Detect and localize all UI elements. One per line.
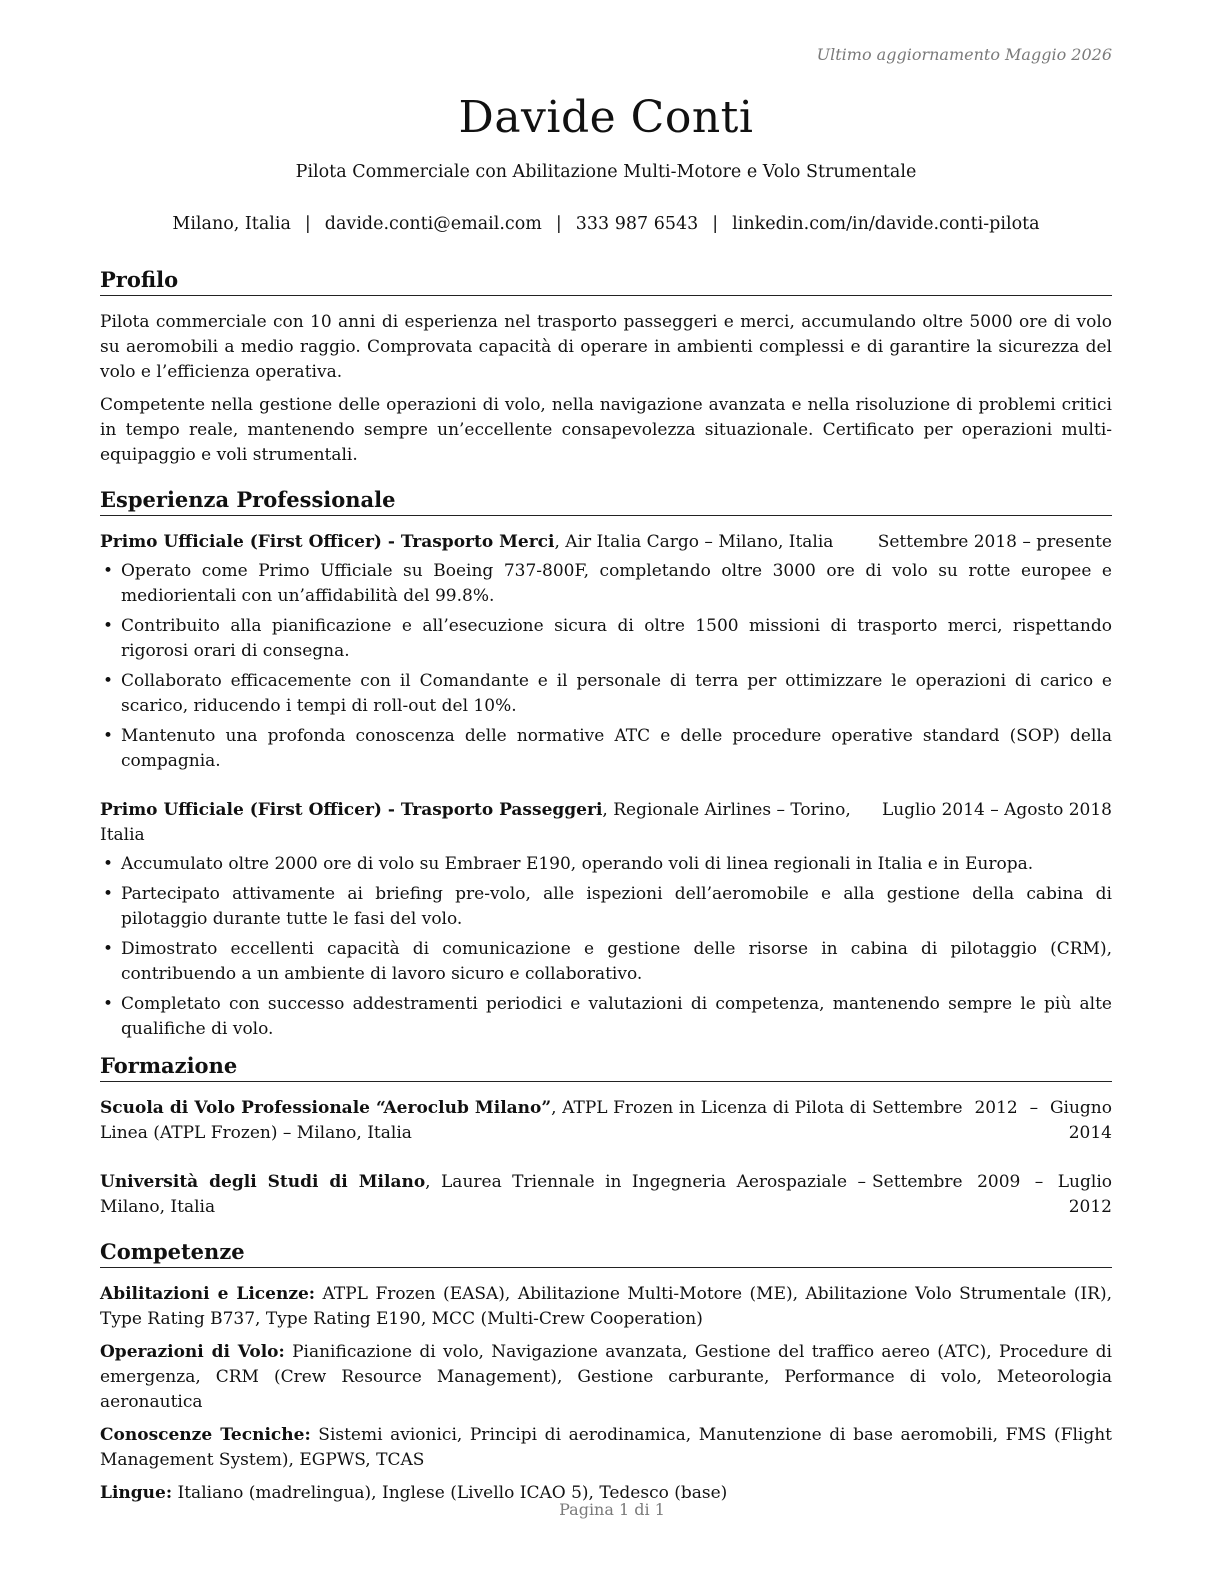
section-title-profile: Profilo bbox=[100, 266, 1112, 296]
education-detail: , ATPL Frozen in Licenza di Pilota di Linea (ATPL Frozen) – Milano, Italia bbox=[100, 1098, 867, 1143]
job-dates: Luglio 2014 – Agosto 2018 bbox=[881, 800, 1112, 820]
skill-text: Italiano (madrelingua), Inglese (Livello ICAO 5), Tedesco (base) bbox=[172, 1483, 728, 1503]
education-dates bbox=[866, 1096, 1112, 1146]
headline: Pilota Commerciale con Abilitazione Multi-Motore e Volo Strumentale bbox=[295, 162, 917, 182]
candidate-name: Davide Conti bbox=[458, 92, 754, 143]
skill-label: Lingue: bbox=[100, 1483, 173, 1503]
contact-linkedin[interactable]: linkedin.com/in/davide.conti-pilota bbox=[732, 214, 1040, 234]
job-header bbox=[100, 530, 1112, 555]
contact-separator: | bbox=[712, 214, 719, 234]
contact-separator: | bbox=[555, 214, 562, 234]
skill-row bbox=[100, 1423, 1112, 1473]
skill-label: Abilitazioni e Licenze: bbox=[100, 1284, 316, 1304]
skill-label: Conoscenze Tecniche: bbox=[100, 1425, 311, 1445]
job-bullet: • Dimostrato eccellenti capacità di comunicazione e gestione delle risorse in cabina di pilotaggio (CRM), contribuendo a un ambiente di lavoro sicuro e collaborativo. bbox=[100, 937, 1112, 987]
job-role: Primo Ufficiale (First Officer) - Trasporto Merci bbox=[100, 532, 555, 552]
skill-text: Pianificazione di volo, Navigazione avanzata, Gestione del traffico aereo (ATC), Procedure di emergenza, CRM (Crew Resource Management), Gestione carburante, Performance di volo, Meteorologia aeronautica bbox=[100, 1342, 1112, 1412]
experience-section bbox=[100, 486, 1112, 1042]
skill-row bbox=[100, 1340, 1112, 1415]
job-bullets bbox=[100, 852, 1112, 1042]
section-title-skills: Competenze bbox=[100, 1238, 1112, 1268]
contact-line bbox=[100, 212, 1112, 236]
education-section bbox=[100, 1052, 1112, 1220]
job-entry bbox=[100, 530, 1112, 774]
job-bullet: • Completato con successo addestramenti periodici e valutazioni di competenza, mantenendo sempre le più alte qualifiche di volo. bbox=[100, 992, 1112, 1042]
profile-paragraph: Competente nella gestione delle operazioni di volo, nella navigazione avanzata e nella risoluzione di problemi critici in tempo reale, mantenendo sempre un’eccellente consapevolezza situazionale. Certificato per operazioni multi-equipaggio e voli strumentali. bbox=[100, 395, 1112, 465]
job-bullet: • Accumulato oltre 2000 ore di volo su Embraer E190, operando voli di linea regionali in Italia e in Europa. bbox=[100, 852, 1112, 877]
education-entry bbox=[100, 1096, 1112, 1146]
education-school: Università degli Studi di Milano bbox=[100, 1172, 426, 1192]
skill-text: ATPL Frozen (EASA), Abilitazione Multi-Motore (ME), Abilitazione Volo Strumentale (IR), Type Rating B737, Type Rating E190, MCC (Multi-Crew Cooperation) bbox=[100, 1284, 1112, 1329]
contact-location: Milano, Italia bbox=[172, 214, 291, 234]
job-bullets bbox=[100, 559, 1112, 774]
job-role: Primo Ufficiale (First Officer) - Trasporto Passeggeri bbox=[100, 800, 603, 820]
last-updated: Ultimo aggiornamento Maggio 2026 bbox=[816, 45, 1112, 64]
education-detail: , Laurea Triennale in Ingegneria Aerospaziale – Milano, Italia bbox=[100, 1172, 866, 1217]
profile-paragraph: Pilota commerciale con 10 anni di esperienza nel trasporto passeggeri e merci, accumulando oltre 5000 ore di volo su aeromobili a medio raggio. Comprovata capacità di operare in ambienti complessi e di garantire la sicurezza del volo e l’efficienza operativa. bbox=[100, 312, 1112, 382]
skill-label: Operazioni di Volo: bbox=[100, 1342, 285, 1362]
section-title-experience: Esperienza Professionale bbox=[100, 486, 1112, 516]
skill-row bbox=[100, 1282, 1112, 1332]
page-number: Pagina 1 di 1 bbox=[559, 1500, 665, 1519]
job-bullet: • Contribuito alla pianificazione e all’esecuzione sicura di oltre 1500 missioni di trasporto merci, rispettando rigorosi orari di consegna. bbox=[100, 614, 1112, 664]
education-dates-line: Settembre 2009 – Luglio bbox=[872, 1172, 1112, 1192]
profile-section bbox=[100, 266, 1112, 468]
education-dates-line: Settembre 2012 – Giugno bbox=[872, 1098, 1112, 1118]
job-dates: Settembre 2018 – presente bbox=[877, 532, 1112, 552]
contact-email[interactable]: davide.conti@email.com bbox=[324, 214, 542, 234]
education-entry bbox=[100, 1170, 1112, 1220]
contact-phone[interactable]: 333 987 6543 bbox=[575, 214, 699, 234]
education-dates bbox=[866, 1170, 1112, 1220]
education-dates-line: 2012 bbox=[1068, 1197, 1112, 1217]
job-company: , Regionale Airlines – Torino, Italia bbox=[100, 800, 851, 845]
job-bullet: • Mantenuto una profonda conoscenza delle normative ATC e delle procedure operative standard (SOP) della compagnia. bbox=[100, 724, 1112, 774]
section-title-education: Formazione bbox=[100, 1052, 1112, 1082]
job-bullet: • Collaborato efficacemente con il Comandante e il personale di terra per ottimizzare le operazioni di carico e scarico, riducendo i tempi di roll-out del 10%. bbox=[100, 669, 1112, 719]
job-bullet: • Operato come Primo Ufficiale su Boeing 737-800F, completando oltre 3000 ore di volo su rotte europee e mediorientali con un’affidabilità del 99.8%. bbox=[100, 559, 1112, 609]
contact-separator: | bbox=[304, 214, 311, 234]
skills-section bbox=[100, 1238, 1112, 1506]
job-entry bbox=[100, 798, 1112, 1042]
education-dates-line: 2014 bbox=[1068, 1123, 1112, 1143]
job-header bbox=[100, 798, 1112, 848]
job-bullet: • Partecipato attivamente ai briefing pre-volo, alle ispezioni dell’aeromobile e alla gestione della cabina di pilotaggio durante tutte le fasi del volo. bbox=[100, 882, 1112, 932]
skill-text: Sistemi avionici, Principi di aerodinamica, Manutenzione di base aeromobili, FMS (Flight Management System), EGPWS, TCAS bbox=[100, 1425, 1112, 1470]
education-school: Scuola di Volo Professionale “Aeroclub Milano” bbox=[100, 1098, 552, 1118]
job-company: , Air Italia Cargo – Milano, Italia bbox=[554, 532, 834, 552]
